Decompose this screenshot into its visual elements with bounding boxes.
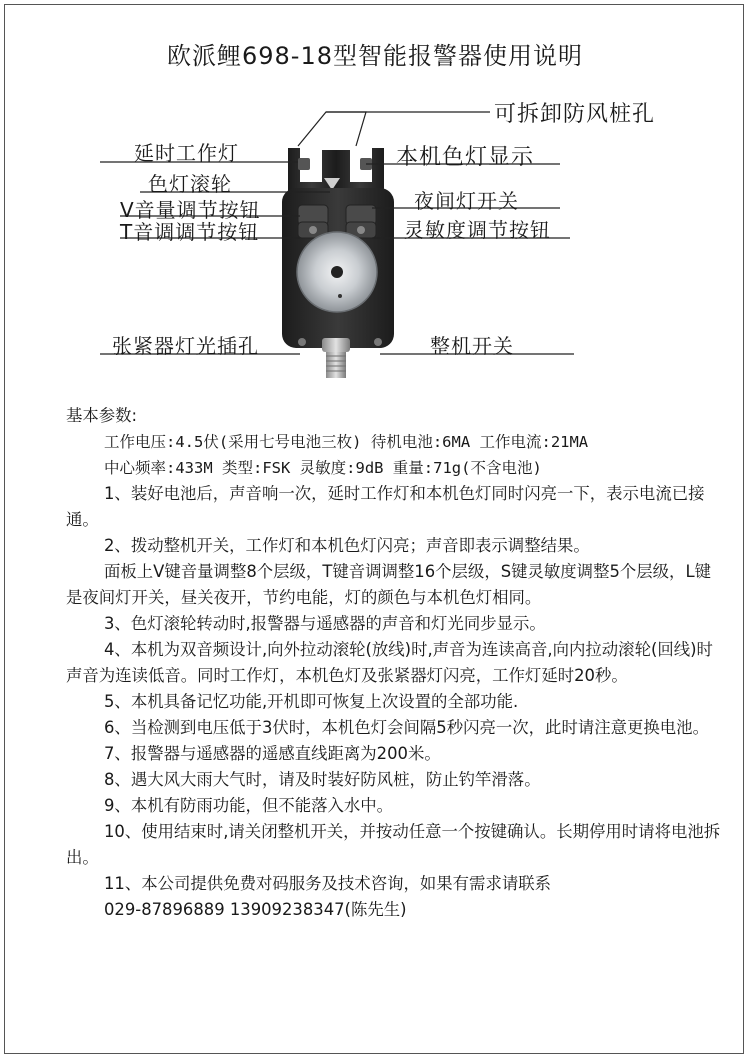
label-tensioner-jack: 张紧器灯光插孔 [112, 334, 259, 358]
instruction-item: 9、本机有防雨功能，但不能落入水中。 [104, 796, 394, 815]
label-wind-peg-hole: 可拆卸防风桩孔 [494, 102, 656, 127]
instructions-body [66, 403, 726, 923]
instruction-item: 1、装好电池后，声音响一次，延时工作灯和本机色灯同时闪亮一下，表示电流已接通。 [66, 484, 705, 529]
instruction-item: 2、拨动整机开关，工作灯和本机色灯闪亮；声音即表示调整结果。 [104, 536, 590, 555]
instruction-item: 10、使用结束时,请关闭整机开关，并按动任意一个按键确认。长期停用时请将电池拆出。 [66, 822, 721, 867]
spec-line: 工作电压:4.5伏(采用七号电池三枚) 待机电池:6MA 工作电流:21MA [104, 433, 589, 451]
instruction-item: 4、本机为双音频设计,向外拉动滚轮(放线)时,声音为连读高音,向内拉动滚轮(回线)时声音为连读低音。同时工作灯，本机色灯及张紧器灯闪亮，工作灯延时20秒。 [66, 640, 713, 685]
page-title: 欧派鲤698-18型智能报警器使用说明 [166, 42, 583, 70]
instruction-item: 6、当检测到电压低于3伏时，本机色灯会间隔5秒闪亮一次，此时请注意更换电池。 [104, 718, 709, 737]
label-tone-button: T音调调节按钮 [120, 220, 260, 244]
label-night-light-switch: 夜间灯开关 [414, 189, 519, 213]
label-delay-light: 延时工作灯 [134, 141, 239, 165]
instruction-item: 7、报警器与遥感器的遥感直线距离为200米。 [104, 744, 441, 763]
spec-line: 中心频率:433M 类型:FSK 灵敏度:9dB 重量:71g(不含电池) [104, 459, 542, 477]
label-sensitivity-button: 灵敏度调节按钮 [404, 218, 551, 242]
instruction-item: 11、本公司提供免费对码服务及技术咨询，如果有需求请联系 [104, 874, 552, 893]
label-color-wheel: 色灯滚轮 [148, 172, 232, 196]
mount-bolt [322, 338, 350, 352]
instruction-item: 3、色灯滚轮转动时,报警器与遥感器的声音和灯光同步显示。 [104, 614, 546, 633]
label-body-color-light: 本机色灯显示 [396, 145, 535, 170]
instruction-item: 8、遇大风大雨大气时，请及时装好防风桩，防止钓竿滑落。 [104, 770, 541, 789]
contact-line: 029-87896889 13909238347(陈先生) [104, 900, 407, 919]
params-heading: 基本参数: [66, 406, 138, 425]
instruction-item: 面板上V键音量调整8个层级，T键音调调整16个层级，S键灵敏度调整5个层级，L键是夜间灯开关，昼关夜开，节约电能，灯的颜色与本机色灯相同。 [66, 562, 711, 607]
instruction-item: 5、本机具备记忆功能,开机即可恢复上次设置的全部功能. [104, 692, 519, 711]
label-volume-button: V音量调节按钮 [120, 198, 261, 222]
label-power-switch: 整机开关 [430, 334, 514, 358]
